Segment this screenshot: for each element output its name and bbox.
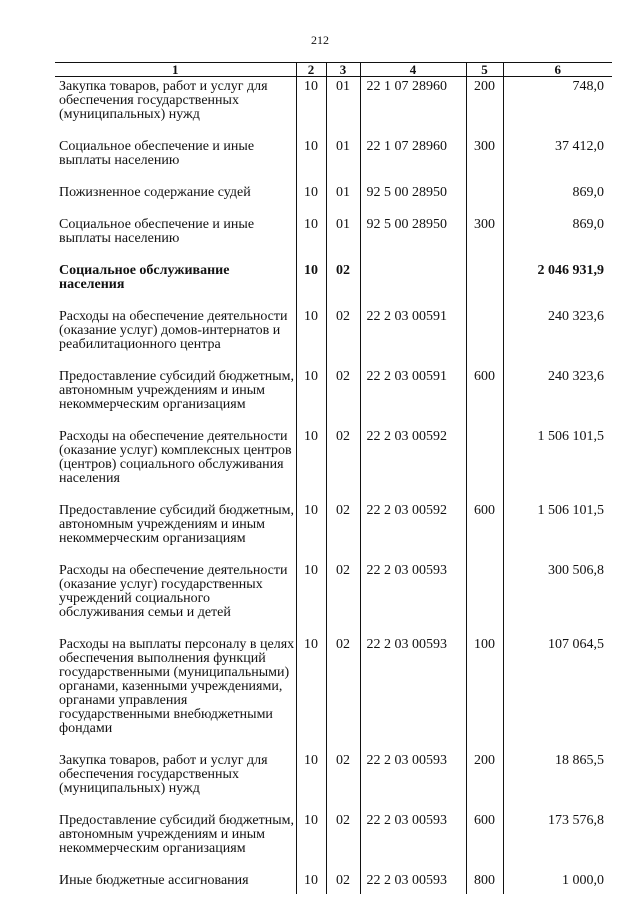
row-subsection: 02 <box>326 504 360 564</box>
row-section: 10 <box>296 140 326 186</box>
row-subsection: 02 <box>326 564 360 638</box>
table-row <box>55 140 612 186</box>
row-vr: 300 <box>466 140 503 186</box>
row-vr <box>466 310 503 370</box>
row-amount: 173 576,8 <box>503 814 612 874</box>
header-col-4: 4 <box>360 63 466 77</box>
row-name: Иные бюджетные ассигнования <box>59 873 249 888</box>
row-subsection: 02 <box>326 310 360 370</box>
row-csr: 22 2 03 00591 <box>360 310 466 370</box>
header-row <box>55 63 612 77</box>
row-name: Пожизненное содержание судей <box>59 185 251 200</box>
row-subsection: 02 <box>326 638 360 754</box>
row-name: Расходы на обеспечение деятельности (оказание услуг) домов-интернатов и реабилитационного центра <box>59 309 288 352</box>
row-amount: 107 064,5 <box>503 638 612 754</box>
row-section: 10 <box>296 370 326 430</box>
table-row <box>55 564 612 638</box>
row-csr: 22 2 03 00593 <box>360 564 466 638</box>
row-section: 10 <box>296 310 326 370</box>
table-row <box>55 186 612 218</box>
row-vr: 600 <box>466 370 503 430</box>
table-row <box>55 430 612 504</box>
row-name: Социальное обслуживание населения <box>59 263 230 292</box>
row-vr: 800 <box>466 874 503 894</box>
table-body <box>55 77 612 895</box>
row-section: 10 <box>296 186 326 218</box>
row-vr: 600 <box>466 504 503 564</box>
header-col-2: 2 <box>296 63 326 77</box>
row-subsection: 01 <box>326 77 360 141</box>
row-subsection: 01 <box>326 140 360 186</box>
row-section: 10 <box>296 77 326 141</box>
row-section: 10 <box>296 754 326 814</box>
table-row <box>55 754 612 814</box>
row-amount: 300 506,8 <box>503 564 612 638</box>
row-amount: 1 000,0 <box>503 874 612 894</box>
row-subsection: 01 <box>326 218 360 264</box>
row-vr: 100 <box>466 638 503 754</box>
row-section: 10 <box>296 504 326 564</box>
row-vr: 200 <box>466 754 503 814</box>
row-name: Предоставление субсидий бюджетным, автономным учреждениям и иным некоммерческим организациям <box>59 503 295 546</box>
row-csr: 92 5 00 28950 <box>360 186 466 218</box>
row-section: 10 <box>296 264 326 310</box>
row-section: 10 <box>296 814 326 874</box>
row-subsection: 02 <box>326 430 360 504</box>
row-amount: 869,0 <box>503 218 612 264</box>
row-csr: 22 2 03 00592 <box>360 430 466 504</box>
row-name: Закупка товаров, работ и услуг для обеспечения государственных (муниципальных) нужд <box>59 753 268 796</box>
row-amount: 869,0 <box>503 186 612 218</box>
row-section: 10 <box>296 218 326 264</box>
row-subsection: 02 <box>326 370 360 430</box>
table-row <box>55 638 612 754</box>
row-csr: 22 2 03 00593 <box>360 874 466 894</box>
row-subsection: 01 <box>326 186 360 218</box>
row-name: Социальное обеспечение и иные выплаты населению <box>59 217 255 246</box>
row-vr <box>466 186 503 218</box>
row-csr <box>360 264 466 310</box>
row-amount: 748,0 <box>503 77 612 141</box>
row-name: Предоставление субсидий бюджетным, автономным учреждениям и иным некоммерческим организациям <box>59 369 295 412</box>
row-subsection: 02 <box>326 754 360 814</box>
row-amount: 2 046 931,9 <box>503 264 612 310</box>
table-row <box>55 264 612 310</box>
row-csr: 22 1 07 28960 <box>360 77 466 141</box>
row-amount: 240 323,6 <box>503 370 612 430</box>
row-amount: 1 506 101,5 <box>503 430 612 504</box>
row-name: Расходы на обеспечение деятельности (оказание услуг) комплексных центров (центров) социального обслуживания населения <box>59 429 292 486</box>
row-section: 10 <box>296 564 326 638</box>
table-row <box>55 310 612 370</box>
row-name: Социальное обеспечение и иные выплаты населению <box>59 139 255 168</box>
header-col-6: 6 <box>503 63 612 77</box>
row-name: Расходы на выплаты персоналу в целях обеспечения выполнения функций государственными (муниципальными) органами, казенными учреждениями, органами управления государственными внебюджетными фондами <box>59 637 295 736</box>
row-subsection: 02 <box>326 264 360 310</box>
table-row <box>55 504 612 564</box>
row-csr: 22 2 03 00593 <box>360 814 466 874</box>
row-amount: 37 412,0 <box>503 140 612 186</box>
row-section: 10 <box>296 430 326 504</box>
row-name: Предоставление субсидий бюджетным, автономным учреждениям и иным некоммерческим организациям <box>59 813 295 856</box>
header-col-3: 3 <box>326 63 360 77</box>
row-vr: 200 <box>466 77 503 141</box>
row-csr: 22 2 03 00593 <box>360 754 466 814</box>
row-name: Закупка товаров, работ и услуг для обеспечения государственных (муниципальных) нужд <box>59 79 268 122</box>
row-name: Расходы на обеспечение деятельности (оказание услуг) государственных учреждений социального обслуживания семьи и детей <box>59 563 288 620</box>
page-number: 212 <box>311 33 329 47</box>
table-row <box>55 814 612 874</box>
header-col-5: 5 <box>466 63 503 77</box>
row-csr: 22 1 07 28960 <box>360 140 466 186</box>
row-vr: 300 <box>466 218 503 264</box>
row-subsection: 02 <box>326 814 360 874</box>
table-row <box>55 370 612 430</box>
table-row <box>55 77 612 141</box>
row-csr: 92 5 00 28950 <box>360 218 466 264</box>
row-section: 10 <box>296 874 326 894</box>
row-vr <box>466 264 503 310</box>
row-amount: 1 506 101,5 <box>503 504 612 564</box>
row-csr: 22 2 03 00591 <box>360 370 466 430</box>
row-csr: 22 2 03 00593 <box>360 638 466 754</box>
row-vr: 600 <box>466 814 503 874</box>
row-section: 10 <box>296 638 326 754</box>
row-vr <box>466 564 503 638</box>
row-csr: 22 2 03 00592 <box>360 504 466 564</box>
header-col-1: 1 <box>55 63 296 77</box>
table-row <box>55 218 612 264</box>
row-amount: 18 865,5 <box>503 754 612 814</box>
budget-table <box>55 62 612 894</box>
row-amount: 240 323,6 <box>503 310 612 370</box>
row-subsection: 02 <box>326 874 360 894</box>
row-vr <box>466 430 503 504</box>
table-row <box>55 874 612 894</box>
